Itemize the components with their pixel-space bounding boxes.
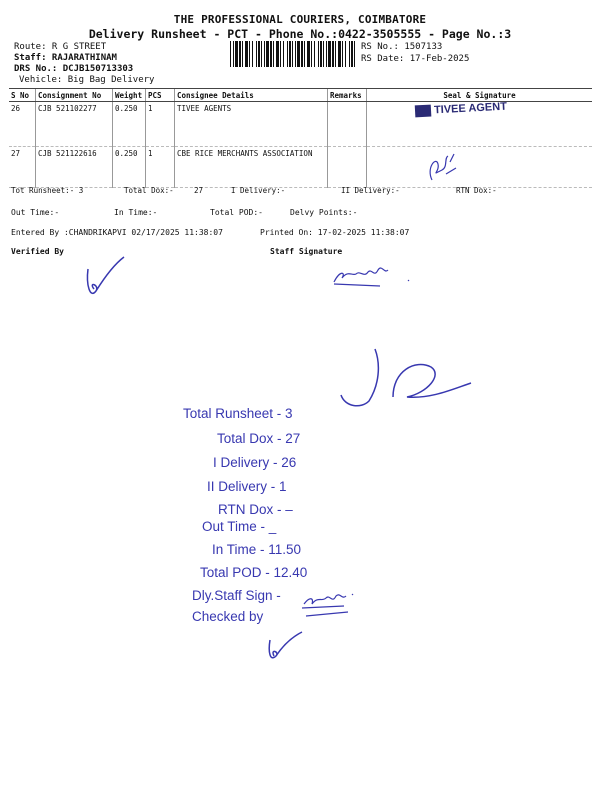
table-header-row (9, 89, 592, 102)
cell-pcs: 1 (146, 147, 175, 188)
row2-signature-icon (422, 150, 462, 184)
hand-out-time: Out Time - _ (202, 519, 277, 534)
barcode-bar (292, 41, 293, 67)
cell-consignment: CJB 521102277 (36, 102, 113, 147)
checked-by-signature-icon (262, 630, 308, 666)
cell-remarks (328, 147, 367, 188)
route-label: Route: R G STREET (14, 42, 107, 52)
verified-by-label: Verified By (11, 247, 64, 256)
barcode-bar (328, 41, 331, 67)
hand-staff-signature-icon (300, 588, 360, 620)
cell-remarks (328, 102, 367, 147)
barcode-bar (318, 41, 319, 67)
staff-label: Staff: RAJARATHINAM (14, 53, 117, 63)
col-seal: Seal & Signature (367, 89, 593, 102)
barcode-bar (349, 41, 350, 67)
barcode-bar (230, 41, 231, 67)
col-weight: Weight (113, 89, 146, 102)
barcode-bar (323, 41, 324, 67)
barcode-bar (301, 41, 303, 67)
barcode-bar (311, 41, 312, 67)
barcode-bar (345, 41, 346, 67)
barcode-bar (342, 41, 343, 67)
staff-signature-label: Staff Signature (270, 247, 343, 256)
hand-in-time: In Time - 11.50 (212, 542, 302, 557)
cell-seal (367, 147, 593, 188)
cell-consignment: CJB 521122616 (36, 147, 113, 188)
cell-weight: 0.250 (113, 147, 146, 188)
drs-number: DRS No.: DCJB150713303 (14, 64, 134, 74)
col-remarks: Remarks (328, 89, 367, 102)
barcode-bar (297, 41, 300, 67)
delivery-points-label: Delvy Points:- (290, 208, 358, 217)
total-pod-label: Total POD:- (210, 208, 263, 217)
table-row (9, 147, 592, 188)
total-dox-value: 27 (194, 186, 204, 195)
barcode-bar (264, 41, 265, 67)
hand-ii-delivery: II Delivery - 1 (207, 479, 287, 494)
staff-signature-icon (330, 260, 415, 290)
out-time-label: Out Time:- (11, 208, 60, 217)
barcode-bar (332, 41, 334, 67)
col-sno: S No (9, 89, 36, 102)
entered-by: Entered By :CHANDRIKAPVI 02/17/2025 11:38:07 (11, 228, 223, 237)
seal-stamp: TIVEE AGENT (415, 101, 507, 118)
barcode-bar (304, 41, 305, 67)
hand-total-dox: Total Dox - 27 (217, 431, 301, 446)
document-subtitle: Delivery Runsheet - PCT - Phone No.:0422-3505555 - Page No.:3 (88, 27, 512, 41)
in-time-label: In Time:- (114, 208, 158, 217)
barcode-bar (280, 41, 281, 67)
barcode-bar (354, 41, 355, 67)
barcode-bar (249, 41, 250, 67)
runsheet-count: Tot Runsheet:- 3 (11, 186, 84, 195)
cell-sno: 27 (9, 147, 36, 188)
barcode-bar (256, 41, 257, 67)
barcode-bar (233, 41, 234, 67)
barcode-bar (252, 41, 253, 67)
hand-total-pod: Total POD - 12.40 (200, 565, 308, 580)
hand-i-delivery: I Delivery - 26 (213, 455, 297, 470)
rtn-dox-label: RTN Dox:- (456, 186, 497, 195)
rs-date: RS Date: 17-Feb-2025 (361, 54, 470, 64)
barcode-bar (289, 41, 291, 67)
barcode-bar (283, 41, 284, 67)
ii-delivery-label: II Delivery:- (341, 186, 400, 195)
barcode-bar (307, 41, 310, 67)
company-name: THE PROFESSIONAL COURIERS, COIMBATORE (173, 13, 427, 26)
barcode-bar (261, 41, 262, 67)
barcode-bar (242, 41, 243, 67)
i-delivery-label: I Delivery:- (231, 186, 286, 195)
cell-consignee: CBE RICE MERCHANTS ASSOCIATION (175, 147, 328, 188)
cell-pcs: 1 (146, 102, 175, 147)
barcode-bar (338, 41, 341, 67)
barcode-bar (287, 41, 288, 67)
barcode-bar (335, 41, 336, 67)
barcode-bar (235, 41, 238, 67)
printed-on: Printed On: 17-02-2025 11:38:07 (260, 228, 410, 237)
cell-consignee: TIVEE AGENTS (175, 102, 328, 147)
barcode-bar (270, 41, 272, 67)
barcode-bar (320, 41, 322, 67)
hand-staff-sign: Dly.Staff Sign - (192, 588, 281, 603)
hand-checked-by: Checked by (192, 609, 264, 624)
hand-rtn-dox: RTN Dox - – (218, 502, 293, 517)
vehicle-label: Vehicle: Big Bag Delivery (19, 75, 155, 85)
barcode-bar (295, 41, 296, 67)
rs-number: RS No.: 1507133 (361, 42, 443, 52)
col-consignee: Consignee Details (175, 89, 328, 102)
barcode-bar (314, 41, 315, 67)
cell-sno: 26 (9, 102, 36, 147)
barcode-bar (351, 41, 353, 67)
barcode-image (230, 41, 355, 67)
barcode-bar (258, 41, 260, 67)
barcode-bar (239, 41, 241, 67)
barcode-bar (326, 41, 327, 67)
hand-total-runsheet: Total Runsheet - 3 (183, 406, 293, 421)
verified-signature-icon (80, 255, 130, 301)
cell-weight: 0.250 (113, 102, 146, 147)
barcode-bar (276, 41, 279, 67)
barcode-bar (245, 41, 248, 67)
barcode-bar (266, 41, 269, 67)
barcode-bar (273, 41, 274, 67)
total-dox-label: Total Dox:- (124, 186, 174, 195)
large-initial-signature-icon (335, 345, 475, 415)
col-pcs: PCS (146, 89, 175, 102)
col-consignment: Consignment No (36, 89, 113, 102)
